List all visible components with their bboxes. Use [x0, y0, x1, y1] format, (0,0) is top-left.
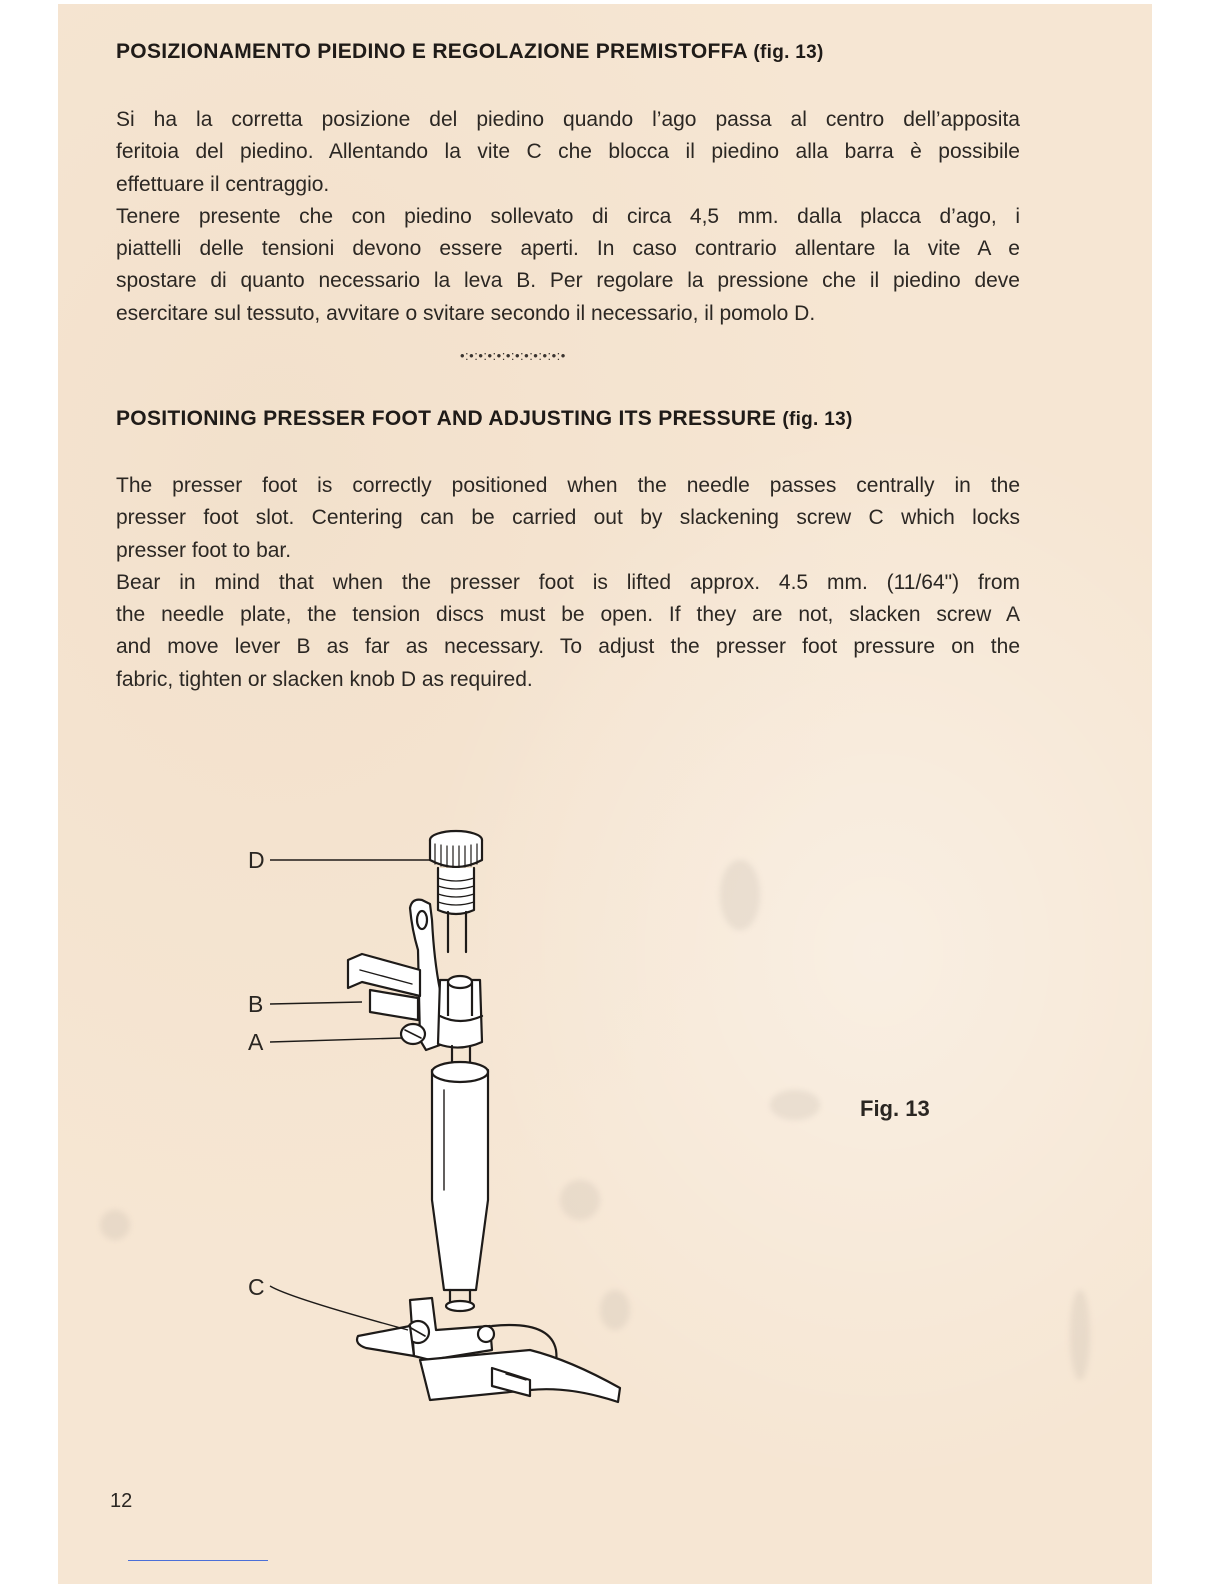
presser-foot-drawing — [230, 820, 650, 1420]
text-line: presser foot slot. Centering can be carried out by slackening screw C which locks — [116, 506, 1020, 530]
italian-fig-ref: (fig. 13) — [753, 42, 824, 63]
section-divider: •:•:•:•:•:•:•:•:•:•:•:• — [460, 348, 566, 363]
figure-caption: Fig. 13 — [860, 1096, 930, 1121]
presser-foot-illustration — [230, 820, 650, 1420]
text-line: effettuare il centraggio. — [116, 172, 330, 196]
text-line: fabric, tighten or slacken knob D as required. — [116, 667, 533, 691]
text-line: presser foot to bar. — [116, 538, 292, 562]
label-a: A — [248, 1029, 264, 1055]
smudge — [1070, 1290, 1090, 1380]
leader-line-a — [270, 1038, 402, 1042]
scan-line-artifact — [128, 1560, 268, 1561]
english-fig-ref: (fig. 13) — [782, 409, 853, 430]
label-b: B — [248, 991, 264, 1017]
text-line: Si ha la corretta posizione del piedino quando l’ago passa al centro dell’apposita — [116, 108, 1020, 131]
text-line: Bear in mind that when the presser foot is lifted approx. 4.5 mm. (11/64") from — [116, 570, 1020, 594]
text-line: piattelli delle tensioni devono essere aperti. In caso contrario allentare la vite A e — [116, 237, 1020, 261]
english-heading — [116, 407, 853, 431]
leader-line-b — [270, 1002, 362, 1004]
text-line: and move lever B as far as necessary. To adjust the presser foot pressure on the — [116, 635, 1020, 659]
italian-heading-text: POSIZIONAMENTO PIEDINO E REGOLAZIONE PREMISTOFFA — [116, 40, 748, 63]
smudge — [720, 860, 760, 930]
smudge — [100, 1210, 130, 1240]
italian-heading — [116, 40, 824, 64]
text-line: esercitare sul tessuto, avvitare o svitare secondo il necessario, il pomolo D. — [116, 301, 816, 325]
text-line: spostare di quanto necessario la leva B. Per regolare la pressione che il piedino deve — [116, 269, 1020, 293]
text-line: Tenere presente che con piedino sollevato di circa 4,5 mm. dalla placca d’ago, i — [116, 204, 1020, 228]
italian-paragraph — [116, 104, 1020, 330]
english-paragraph — [116, 470, 1020, 696]
page-number: 12 — [110, 1490, 133, 1512]
label-c: C — [248, 1274, 265, 1300]
smudge — [770, 1090, 820, 1120]
text-line: The presser foot is correctly positioned when the needle passes centrally in the — [116, 474, 1020, 497]
text-line: the needle plate, the tension discs must be open. If they are not, slacken screw A — [116, 603, 1020, 627]
leader-line-c — [270, 1286, 408, 1330]
text-line: feritoia del piedino. Allentando la vite C che blocca il piedino alla barra è possibile — [116, 140, 1020, 164]
english-heading-text: POSITIONING PRESSER FOOT AND ADJUSTING ITS PRESSURE — [116, 407, 777, 430]
label-d: D — [248, 847, 265, 873]
